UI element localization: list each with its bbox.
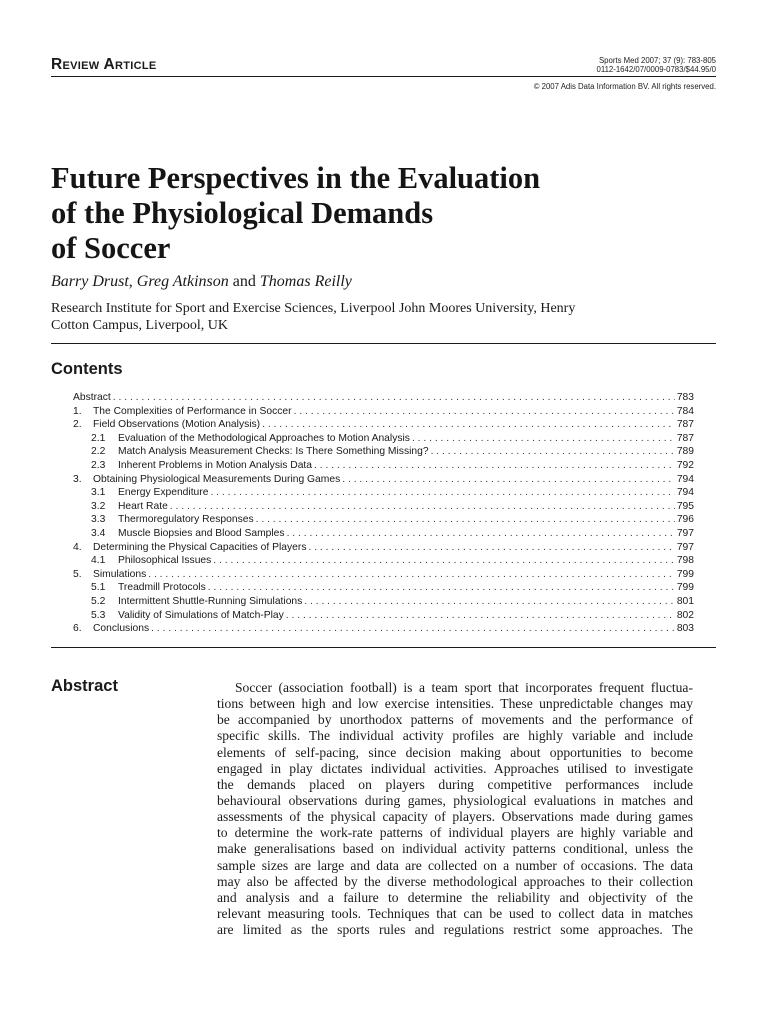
toc-label: Inherent Problems in Motion Analysis Data <box>118 460 313 471</box>
toc-entry <box>73 473 694 487</box>
abstract-line: may also be affected by the diverse methodological approaches to their collection <box>217 873 693 889</box>
section-label-text: Review Article <box>51 56 157 73</box>
toc-label: Thermoregulatory Responses <box>118 514 254 526</box>
toc-entry <box>73 432 694 446</box>
abstract-heading: Abstract <box>51 677 118 695</box>
toc-label: Simulations <box>93 568 147 580</box>
abstract-line: make generalisations based on individual activity patterns conditional, unless the <box>217 841 693 857</box>
toc-entry <box>73 541 694 555</box>
toc-page-number: 792 <box>676 460 694 471</box>
toc-entry <box>73 445 694 459</box>
toc-page-number: 797 <box>676 541 694 553</box>
abstract-line: assessments of the physical capacity of players. Observations made during games <box>217 809 693 825</box>
abstract-line: specific skills. The individual activity profiles are highly variable and include <box>217 728 693 744</box>
toc-entry <box>73 418 694 432</box>
authors <box>51 273 352 291</box>
abstract-line: behavioural observations during games, physiological evaluations in matches and <box>217 792 693 808</box>
toc-entry <box>73 459 694 473</box>
toc-label: Obtaining Physiological Measurements During Games <box>93 473 341 485</box>
toc-number: 1. <box>73 405 82 417</box>
toc-page-number: 783 <box>676 392 694 403</box>
toc-entry <box>73 391 694 405</box>
toc-label: Treadmill Protocols <box>118 582 206 594</box>
toc-page-number: 801 <box>676 596 694 607</box>
title-line: of Soccer <box>51 231 171 265</box>
toc-entry <box>73 554 694 568</box>
toc-entry <box>73 609 694 623</box>
toc-page-number: 784 <box>676 405 694 417</box>
toc-leader-dots <box>170 500 675 514</box>
toc-number: 5.3 <box>91 609 106 621</box>
toc-entry <box>73 622 694 636</box>
toc-number: 2.3 <box>91 460 106 471</box>
toc-leader-dots <box>412 432 675 446</box>
toc-number: 2. <box>73 419 82 431</box>
toc-page-number: 789 <box>676 446 694 458</box>
abstract-body <box>217 680 693 938</box>
toc-entry <box>73 581 694 595</box>
toc-page-number: 796 <box>676 514 694 526</box>
author-name: Barry Drust <box>51 273 129 290</box>
toc-leader-dots <box>210 486 674 500</box>
abstract-line: Soccer (association football) is a team sport that incorporates frequent fluctua- <box>235 680 693 695</box>
abstract-line: be accompanied by unorthodox patterns of movements and the performance of <box>217 712 693 728</box>
toc-leader-dots <box>208 581 675 595</box>
toc-leader-dots <box>151 622 675 636</box>
toc-number: 2.2 <box>91 446 106 458</box>
toc-label: Abstract <box>73 392 111 403</box>
section-rule <box>51 343 716 344</box>
abstract-line: to determine the work-rate patterns of individual players are highly variable and <box>217 825 693 841</box>
abstract-line: and analysis and a failure to determine the reliability and objectivity of the <box>217 889 693 905</box>
toc-leader-dots <box>294 405 675 419</box>
toc-label: Intermittent Shuttle-Running Simulations <box>118 596 303 607</box>
affiliation-line: Cotton Campus, Liverpool, UK <box>51 318 228 333</box>
toc-page-number: 797 <box>676 528 694 539</box>
title-line: Future Perspectives in the Evaluation <box>51 161 541 195</box>
toc-page-number: 798 <box>676 555 694 567</box>
toc-page-number: 802 <box>676 609 694 621</box>
toc-label: Evaluation of the Methodological Approaches to Motion Analysis <box>118 432 410 444</box>
toc-page-number: 795 <box>676 500 694 512</box>
toc-number: 3.2 <box>91 500 106 512</box>
abstract-line: relevant measuring tools. Techniques that can be used to collect data in matches <box>217 905 693 921</box>
toc-number: 5. <box>73 568 82 580</box>
toc-leader-dots <box>213 554 675 568</box>
toc-page-number: 799 <box>676 568 694 580</box>
section-rule <box>51 647 716 648</box>
toc-page-number: 794 <box>676 473 694 485</box>
header-rule <box>51 76 716 77</box>
toc-leader-dots <box>287 527 675 541</box>
toc-leader-dots <box>431 445 675 459</box>
title-line: of the Physiological Demands <box>51 196 434 230</box>
abstract-line: elements of self-pacing, since decision making about opportunities to become <box>217 744 693 760</box>
toc-leader-dots <box>262 418 675 432</box>
abstract-line: the demands placed on players during competitive performances include <box>217 776 693 792</box>
toc-leader-dots <box>342 473 675 487</box>
toc-number: 5.1 <box>91 582 106 594</box>
toc-label: Match Analysis Measurement Checks: Is There Something Missing? <box>118 446 429 458</box>
author-separator: and <box>228 273 260 290</box>
abstract-line: engaged in play dictates individual activities. Approaches utilised to investigate <box>217 760 693 776</box>
toc-label: Field Observations (Motion Analysis) <box>93 419 261 431</box>
affiliation <box>51 300 691 334</box>
toc-entry <box>73 568 694 582</box>
toc-entry <box>73 405 694 419</box>
author-separator: , <box>128 273 137 290</box>
toc-label: Energy Expenditure <box>118 487 209 499</box>
section-label <box>51 56 157 74</box>
toc-label: The Complexities of Performance in Soccer <box>93 405 292 417</box>
toc-label: Muscle Biopsies and Blood Samples <box>118 528 285 539</box>
toc-leader-dots <box>314 459 675 473</box>
toc-entry <box>73 527 694 541</box>
toc-number: 2.1 <box>91 432 106 444</box>
toc-leader-dots <box>304 595 675 609</box>
toc-number: 3. <box>73 473 82 485</box>
toc-number: 4. <box>73 541 82 553</box>
contents-heading: Contents <box>51 360 123 378</box>
toc-entry <box>73 500 694 514</box>
author-name: Greg Atkinson <box>136 273 229 290</box>
toc-entry <box>73 513 694 527</box>
toc-leader-dots <box>113 391 675 405</box>
issn: 0112-1642/07/0009-0783/$44.95/0 <box>596 65 716 74</box>
toc-number: 6. <box>73 623 82 635</box>
abstract-line: are limited as the sports rules and regulations restrict some approaches. The <box>217 922 693 938</box>
toc-page-number: 803 <box>676 623 694 635</box>
toc-label: Determining the Physical Capacities of Players <box>93 541 307 553</box>
copyright: © 2007 Adis Data Information BV. All rights reserved. <box>533 82 716 91</box>
toc-leader-dots <box>148 568 675 582</box>
toc-label: Philosophical Issues <box>118 555 212 567</box>
toc-label: Conclusions <box>93 623 150 635</box>
citation: Sports Med 2007; 37 (9): 783-805 <box>598 56 716 65</box>
article-title <box>51 161 691 266</box>
abstract-line: sample sizes are large and data are collected on a number of occasions. The data <box>217 857 693 873</box>
affiliation-line: Research Institute for Sport and Exercise Sciences, Liverpool John Moores University, Henry <box>51 301 576 316</box>
toc-leader-dots <box>256 513 675 527</box>
toc-page-number: 787 <box>676 419 694 431</box>
toc-page-number: 787 <box>676 432 694 444</box>
toc-entry <box>73 595 694 609</box>
toc-leader-dots <box>308 541 674 555</box>
author-name: Thomas Reilly <box>259 273 352 290</box>
abstract-line: tions between high and low exercise intensities. These unpredictable changes may <box>217 696 693 712</box>
toc-number: 3.3 <box>91 514 106 526</box>
toc-page-number: 794 <box>676 487 694 499</box>
toc-label: Heart Rate <box>118 500 168 512</box>
toc-page-number: 799 <box>676 582 694 594</box>
toc-number: 5.2 <box>91 596 106 607</box>
toc-label: Validity of Simulations of Match-Play <box>118 609 284 621</box>
toc-entry <box>73 486 694 500</box>
toc-number: 4.1 <box>91 555 106 567</box>
toc-number: 3.4 <box>91 528 106 539</box>
toc-leader-dots <box>286 609 675 623</box>
toc-number: 3.1 <box>91 487 106 499</box>
